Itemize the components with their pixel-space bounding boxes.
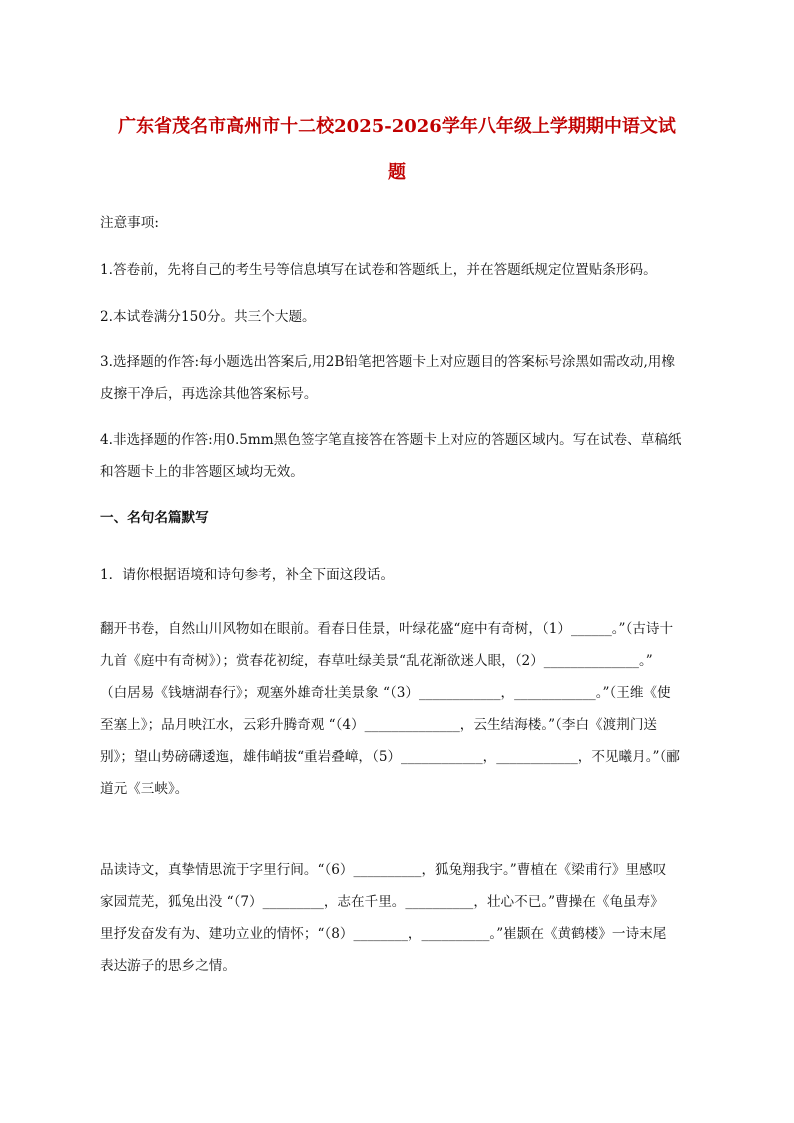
paragraph-1-line: （白居易《钱塘湖春行》；观塞外雄奇壮美景象 “（3）____________，____________。”（王维《使 (100, 685, 671, 701)
notice-item-3 (100, 346, 696, 410)
paragraph-1-line: 别》；望山势磅礴逶迤，雄伟峭拔“重岩叠嶂，（5）____________，____________，不见曦月。”（郦 (100, 749, 680, 765)
question-1-paragraph-1 (100, 613, 696, 805)
question-1-prompt: 1．请你根据语境和诗句参考，补全下面这段话。 (100, 567, 395, 583)
paragraph-2-line: 家园荒芜，狐兔出没 “（7）_________，志在千里。__________，壮心不已。”曹操在《龟虽寿》 (100, 894, 664, 910)
paragraph-1-line: 九首《庭中有奇树》）；赏春花初绽，春草吐绿美景“乱花渐欲迷人眼，（2）______________。” (100, 653, 653, 669)
notice-item-4-line-1: 4.非选择题的作答:用0.5mm黑色签字笔直接答在答题卡上对应的答题区域内。写在试卷、草稿纸 (100, 432, 682, 448)
paragraph-2-line: 品读诗文，真挚情思流于字里行间。“（6）__________，狐兔翔我宇。”曹植在《梁甫行》里感叹 (100, 862, 667, 878)
paragraph-2-line: 里抒发奋发有为、建功立业的情怀；“（8）________，__________。”崔颢在《黄鹤楼》一诗末尾 (100, 926, 667, 942)
notice-item-3-line-1: 3.选择题的作答:每小题选出答案后,用2B铅笔把答题卡上对应题目的答案标号涂黑如需改动,用橡 (100, 354, 675, 370)
paragraph-1-line: 翻开书卷，自然山川风物如在眼前。看春日佳景，叶绿花盛“庭中有奇树，（1）______。”（古诗十 (100, 621, 674, 637)
notice-item-3-line-2: 皮擦干净后，再选涂其他答案标号。 (100, 386, 318, 402)
title-line-1: 广东省茂名市高州市十二校2025-2026学年八年级上学期期中语文试 (118, 116, 676, 137)
document-title (86, 104, 708, 196)
title-line-2: 题 (388, 162, 406, 183)
section-1-heading: 一、名句名篇默写 (100, 510, 209, 526)
paragraph-1-line: 至塞上》；品月映江水，云彩升腾奇观 “（4）______________，云生结海楼。”（李白《渡荆门送 (100, 717, 658, 733)
notice-item-2: 2.本试卷满分150分。共三个大题。 (100, 309, 316, 325)
paragraph-1-line: 道元《三峡》。 (100, 781, 189, 797)
question-1-paragraph-2 (100, 854, 696, 982)
notice-item-4-line-2: 和答题卡上的非答题区域均无效。 (100, 464, 304, 480)
notice-heading: 注意事项: (100, 215, 159, 231)
paragraph-2-line: 表达游子的思乡之情。 (100, 958, 236, 974)
notice-item-4 (100, 424, 696, 488)
notice-item-1 (100, 254, 696, 286)
notice-item-1-text: 1.答卷前，先将自己的考生号等信息填写在试卷和答题纸上，并在答题纸规定位置贴条形码。 (100, 262, 657, 278)
